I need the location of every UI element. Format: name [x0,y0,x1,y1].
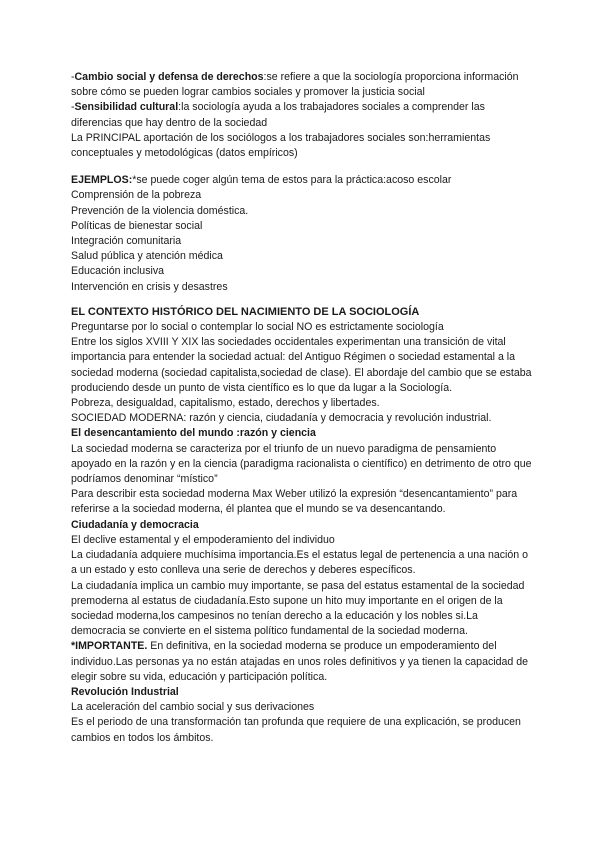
contexto-p2: Entre los siglos XVIII Y XIX las sociedades occidentales experimentan una transición de vital importancia para entender la sociedad actual: del Antiguo Régimen o sociedad estamental a la sociedad moderna (sociedad capitalista,sociedad de clase). El abordaje del cambio que se estaba produciendo desde un punto de vista científico es lo que da lugar a la Sociología. [71,336,532,394]
intro-item-2-bold: Sensibilidad cultural [74,101,179,114]
revolucion-p1: La aceleración del cambio social y sus derivaciones [71,701,315,714]
contexto-p3: Pobreza, desigualdad, capitalismo, estado, derechos y libertades. [71,397,380,410]
intro-item-1-bold: Cambio social y defensa de derechos [74,71,264,83]
ejemplos-label: EJEMPLOS: [71,174,133,187]
important-text: En definitiva, en la sociedad moderna se produce un empoderamiento del individuo.Las personas ya no están atajadas en unos roles definitivos y ya tienen la capacidad de elegir sobre su vida, educación y participación política. [71,640,529,683]
ejemplo-item: Políticas de bienestar social [71,219,203,232]
intro-item-2: -Sensibilidad cultural:la sociología ayuda a los trabajadores sociales a comprender las diferencias que hay dentro de la sociedad [71,101,485,129]
revolucion-p2: Es el periodo de una transformación tan profunda que requiere de una explicación, se producen cambios en todos los ámbitos. [71,716,521,744]
revolucion-heading: Revolución Industrial [71,685,179,698]
ejemplo-item: Prevención de la violencia doméstica. [71,204,249,217]
ejemplo-item: Integración comunitaria [71,235,182,248]
ejemplos-lead-text: *se puede coger algún tema de estos para la práctica:acoso escolar [132,174,452,187]
desencantamiento-p1: La sociedad moderna se caracteriza por el triunfo de un nuevo paradigma de pensamiento apoyado en la razón y en la ciencia (paradigma racionalista o científico) en detrimento de otro que podríamos denominar “místico” [71,442,532,486]
ciudadania-important [71,639,533,685]
intro-item-1: -Cambio social y defensa de derechos:se refiere a que la sociología proporciona información sobre cómo se pueden lograr cambios sociales y promover la justicia social [71,71,519,99]
ciudadania-p2: La ciudadanía adquiere muchísima importancia.Es el estatus legal de pertenencia a una nación o a un estado y esto conlleva una serie de derechos y deberes específicos. [71,549,529,577]
intro-item-2-text: :la sociología ayuda a los trabajadores sociales a comprender las diferencias que hay dentro de la sociedad [71,101,485,129]
desencantamiento-heading: El desencantamiento del mundo :razón y ciencia [71,427,316,440]
intro-principal: La PRINCIPAL aportación de los sociólogos a los trabajadores sociales son:herramientas conceptuales y metodológicas (datos empíricos) [71,131,491,160]
contexto-heading: EL CONTEXTO HISTÓRICO DEL NACIMIENTO DE LA SOCIOLOGÍA [71,305,420,318]
desencantamiento-p2: Para describir esta sociedad moderna Max Weber utilizó la expresión “desencantamiento” para referirse a la sociedad moderna, él plantea que el mundo se va desencantando. [71,488,518,516]
important-label: *IMPORTANTE. [71,640,148,653]
ejemplo-item: Educación inclusiva [71,265,165,278]
document-body [71,70,533,746]
ciudadania-p1: El declive estamental y el empoderamiento del individuo [71,533,335,546]
ejemplo-item: Comprensión de la pobreza [71,189,202,202]
ciudadania-heading: Ciudadanía y democracia [71,518,199,531]
intro-item-1-text: :se refiere a que la sociología proporciona información sobre cómo se pueden lograr cambios sociales y promover la justicia social [71,71,519,99]
ejemplo-item: Intervención en crisis y desastres [71,280,228,293]
ejemplo-item: Salud pública y atención médica [71,250,223,263]
contexto-p4: SOCIEDAD MODERNA: razón y ciencia, ciudadanía y democracia y revolución industrial. [71,412,492,425]
contexto-p1: Preguntarse por lo social o contemplar lo social NO es estrictamente sociología [71,321,444,334]
ejemplos-lead [71,173,533,188]
ciudadania-p3: La ciudadanía implica un cambio muy importante, se pasa del estatus estamental de la sociedad premoderna al estatus de ciudadanía.Esto supone un hito muy importante en el origen de la sociedad moderna,los campesinos no tenían derecho a la educación y los nobles si.La democracia se convierte en el sistema político fundamental de la sociedad moderna. [71,579,525,638]
